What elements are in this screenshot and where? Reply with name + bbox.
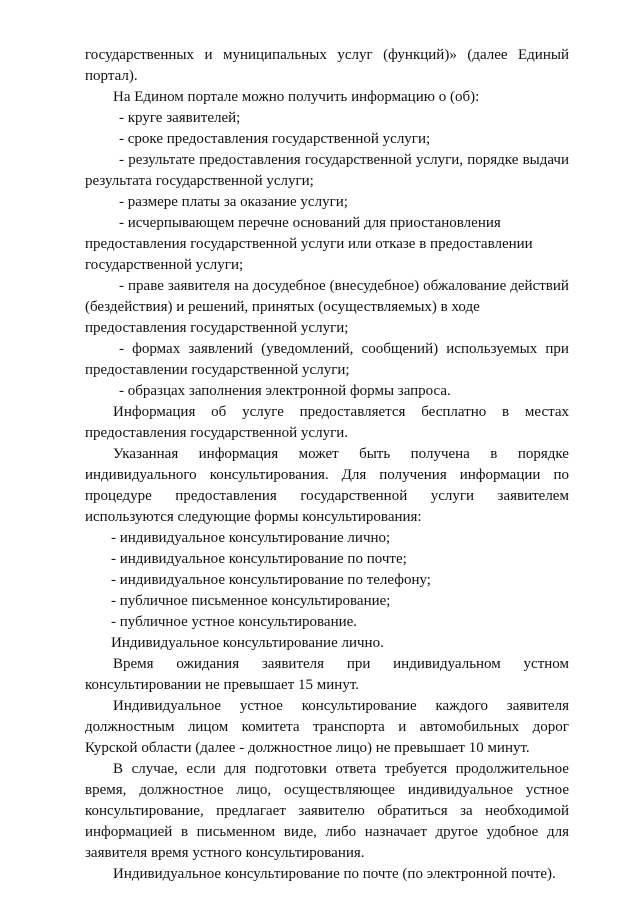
text-line: государственной услуги; — [85, 257, 244, 273]
list-item: - публичное устное консультирование. — [111, 614, 358, 630]
list-item: - публичное письменное консультирование; — [111, 593, 391, 609]
list-item: - индивидуальное консультирование лично; — [111, 530, 391, 546]
text-line: заявителя время устного консультирования. — [85, 845, 365, 861]
text-line: предоставления государственной услуги; — [85, 320, 349, 336]
text-line: Индивидуальное устное консультирование каждого заявителя — [113, 698, 569, 714]
text-line: консультирование, предлагает заявителю обратиться за необходимой — [85, 803, 569, 819]
text-line: предоставления государственной услуги. — [85, 425, 349, 441]
list-item: - формах заявлений (уведомлений, сообщений) используемых при — [119, 341, 569, 357]
text-line: Индивидуальное консультирование по почте (по электронной почте). — [113, 866, 556, 882]
text-line: На Едином портале можно получить информацию о (об): — [113, 89, 480, 105]
list-item: - образцах заполнения электронной формы запроса. — [119, 383, 451, 399]
text-line: предоставлении государственной услуги; — [85, 362, 350, 378]
list-item: - индивидуальное консультирование по телефону; — [111, 572, 431, 588]
text-line: время, должностное лицо, осуществляющее индивидуальное устное — [85, 782, 569, 798]
list-item: - индивидуальное консультирование по почте; — [111, 551, 407, 567]
text-line: используются следующие формы консультирования: — [85, 509, 422, 525]
text-line: процедуре предоставления государственной услуги заявителем — [85, 488, 569, 504]
text-line: портал). — [85, 68, 138, 84]
text-line: Индивидуальное консультирование лично. — [111, 635, 384, 651]
list-item: - исчерпывающем перечне оснований для приостановления — [119, 215, 501, 231]
text-line: Время ожидания заявителя при индивидуальном устном — [113, 656, 569, 672]
text-line: (бездействия) и решений, принятых (осуществляемых) в ходе — [85, 299, 480, 315]
text-line: Указанная информация может быть получена в порядке — [113, 446, 569, 462]
list-item: - круге заявителей; — [119, 110, 241, 126]
text-line: должностным лицом комитета транспорта и автомобильных дорог — [85, 719, 569, 735]
text-line: Информация об услуге предоставляется бесплатно в местах — [113, 404, 569, 420]
text-line: В случае, если для подготовки ответа требуется продолжительное — [113, 761, 569, 777]
text-line: государственных и муниципальных услуг (функций)» (далее Единый — [85, 47, 569, 63]
text-line: консультировании не превышает 15 минут. — [85, 677, 359, 693]
text-line: результата государственной услуги; — [85, 173, 314, 189]
list-item: - праве заявителя на досудебное (внесудебное) обжалование действий — [119, 278, 569, 294]
text-line: информацией в письменном виде, либо назначает другое удобное для — [85, 824, 569, 840]
list-item: - результате предоставления государственной услуги, порядке выдачи — [119, 152, 569, 168]
text-line: Курской области (далее - должностное лицо) не превышает 10 минут. — [85, 740, 530, 756]
list-item: - сроке предоставления государственной услуги; — [119, 131, 431, 147]
text-line: предоставления государственной услуги или отказе в предоставлении — [85, 236, 533, 252]
text-line: индивидуального консультирования. Для получения информации по — [85, 467, 569, 483]
list-item: - размере платы за оказание услуги; — [119, 194, 348, 210]
